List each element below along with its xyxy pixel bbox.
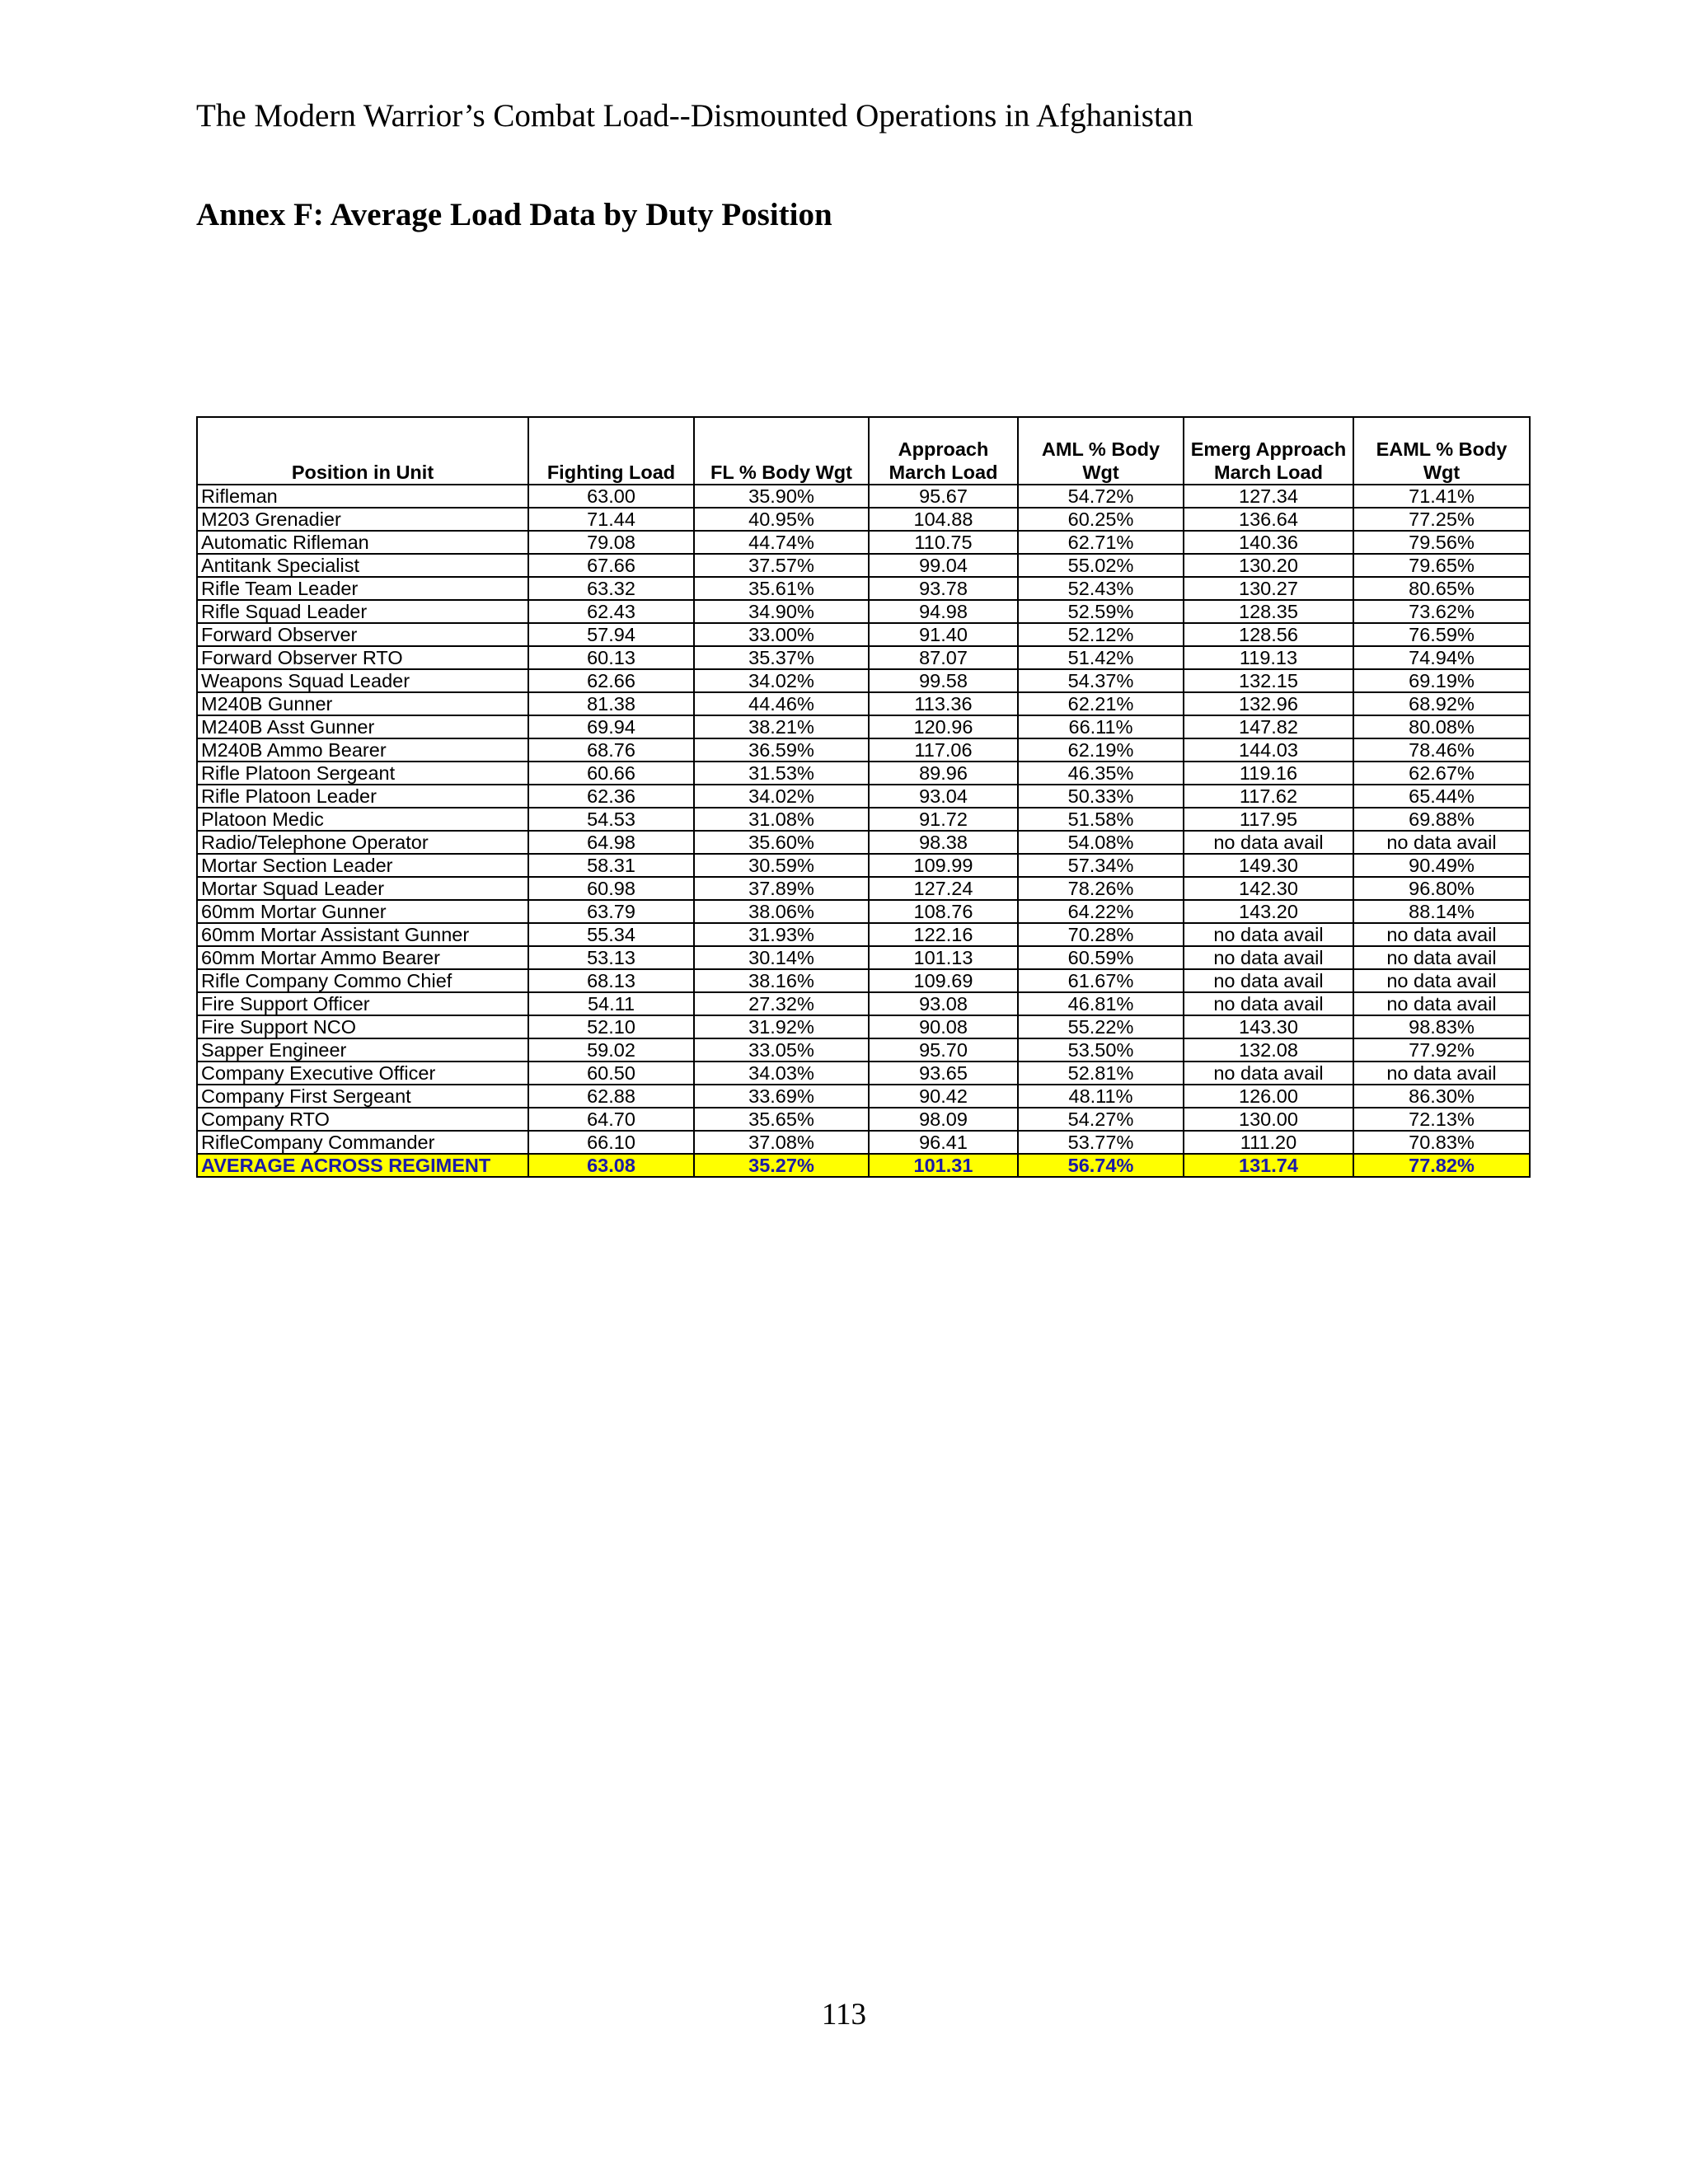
position-cell: Automatic Rifleman <box>197 531 528 554</box>
position-cell: Company RTO <box>197 1108 528 1131</box>
value-cell: 99.04 <box>869 554 1018 577</box>
value-cell: 88.14% <box>1353 900 1530 923</box>
table-row <box>197 669 1530 692</box>
value-cell: 54.37% <box>1018 669 1184 692</box>
value-cell: 68.13 <box>528 969 694 992</box>
column-header: Position in Unit <box>197 417 528 485</box>
value-cell: 57.94 <box>528 623 694 646</box>
table-body <box>197 485 1530 1177</box>
value-cell: 70.83% <box>1353 1131 1530 1154</box>
value-cell: 61.67% <box>1018 969 1184 992</box>
value-cell: 78.26% <box>1018 877 1184 900</box>
value-cell: 63.79 <box>528 900 694 923</box>
value-cell: 95.67 <box>869 485 1018 508</box>
value-cell: 74.94% <box>1353 646 1530 669</box>
value-cell: 132.96 <box>1184 692 1353 715</box>
value-cell: 64.98 <box>528 831 694 854</box>
value-cell: 60.59% <box>1018 946 1184 969</box>
value-cell: 89.96 <box>869 762 1018 785</box>
value-cell: 31.08% <box>694 808 869 831</box>
value-cell: no data avail <box>1184 831 1353 854</box>
position-cell: Rifle Company Commo Chief <box>197 969 528 992</box>
value-cell: 51.58% <box>1018 808 1184 831</box>
value-cell: 79.08 <box>528 531 694 554</box>
position-cell: 60mm Mortar Ammo Bearer <box>197 946 528 969</box>
value-cell: 62.67% <box>1353 762 1530 785</box>
value-cell: 93.08 <box>869 992 1018 1015</box>
value-cell: 96.80% <box>1353 877 1530 900</box>
position-cell: Mortar Squad Leader <box>197 877 528 900</box>
position-cell: Rifle Squad Leader <box>197 600 528 623</box>
value-cell: 93.78 <box>869 577 1018 600</box>
value-cell: no data avail <box>1353 992 1530 1015</box>
value-cell: 60.98 <box>528 877 694 900</box>
value-cell: 37.57% <box>694 554 869 577</box>
value-cell: 130.20 <box>1184 554 1353 577</box>
value-cell: 55.22% <box>1018 1015 1184 1038</box>
value-cell: 130.27 <box>1184 577 1353 600</box>
table-row <box>197 1015 1530 1038</box>
value-cell: 126.00 <box>1184 1085 1353 1108</box>
value-cell: 90.42 <box>869 1085 1018 1108</box>
value-cell: 127.34 <box>1184 485 1353 508</box>
table-row <box>197 831 1530 854</box>
value-cell: 44.46% <box>694 692 869 715</box>
value-cell: 78.46% <box>1353 738 1530 762</box>
value-cell: 37.89% <box>694 877 869 900</box>
value-cell: 98.38 <box>869 831 1018 854</box>
value-cell: 60.50 <box>528 1062 694 1085</box>
value-cell: 62.19% <box>1018 738 1184 762</box>
value-cell: 37.08% <box>694 1131 869 1154</box>
value-cell: 95.70 <box>869 1038 1018 1062</box>
value-cell: 90.49% <box>1353 854 1530 877</box>
value-cell: 113.36 <box>869 692 1018 715</box>
value-cell: 108.76 <box>869 900 1018 923</box>
value-cell: 90.08 <box>869 1015 1018 1038</box>
column-header: Emerg Approach March Load <box>1184 417 1353 485</box>
table-row <box>197 946 1530 969</box>
table-row <box>197 715 1530 738</box>
value-cell: 60.25% <box>1018 508 1184 531</box>
value-cell: 142.30 <box>1184 877 1353 900</box>
load-data-table <box>196 416 1531 1178</box>
position-cell: Forward Observer <box>197 623 528 646</box>
value-cell: no data avail <box>1184 969 1353 992</box>
value-cell: 77.82% <box>1353 1154 1530 1177</box>
value-cell: 80.08% <box>1353 715 1530 738</box>
value-cell: 77.25% <box>1353 508 1530 531</box>
value-cell: 36.59% <box>694 738 869 762</box>
value-cell: 34.02% <box>694 669 869 692</box>
position-cell: Fire Support Officer <box>197 992 528 1015</box>
value-cell: 87.07 <box>869 646 1018 669</box>
value-cell: 35.37% <box>694 646 869 669</box>
position-cell: Company First Sergeant <box>197 1085 528 1108</box>
value-cell: 66.10 <box>528 1131 694 1154</box>
value-cell: 31.92% <box>694 1015 869 1038</box>
value-cell: no data avail <box>1353 969 1530 992</box>
table-row <box>197 692 1530 715</box>
value-cell: 30.59% <box>694 854 869 877</box>
annex-title: Annex F: Average Load Data by Duty Position <box>196 197 832 232</box>
position-cell: Antitank Specialist <box>197 554 528 577</box>
value-cell: 52.43% <box>1018 577 1184 600</box>
value-cell: 71.41% <box>1353 485 1530 508</box>
value-cell: 31.53% <box>694 762 869 785</box>
value-cell: 127.24 <box>869 877 1018 900</box>
value-cell: 147.82 <box>1184 715 1353 738</box>
value-cell: 64.70 <box>528 1108 694 1131</box>
value-cell: 35.60% <box>694 831 869 854</box>
value-cell: 62.66 <box>528 669 694 692</box>
value-cell: 120.96 <box>869 715 1018 738</box>
value-cell: 143.30 <box>1184 1015 1353 1038</box>
value-cell: 128.56 <box>1184 623 1353 646</box>
table-row <box>197 1062 1530 1085</box>
table-row <box>197 808 1530 831</box>
value-cell: 62.88 <box>528 1085 694 1108</box>
table-row <box>197 738 1530 762</box>
value-cell: 79.65% <box>1353 554 1530 577</box>
value-cell: 117.06 <box>869 738 1018 762</box>
value-cell: 143.20 <box>1184 900 1353 923</box>
value-cell: 86.30% <box>1353 1085 1530 1108</box>
value-cell: 76.59% <box>1353 623 1530 646</box>
position-cell: M240B Ammo Bearer <box>197 738 528 762</box>
value-cell: 40.95% <box>694 508 869 531</box>
table-row <box>197 877 1530 900</box>
table-row <box>197 1038 1530 1062</box>
value-cell: 77.92% <box>1353 1038 1530 1062</box>
value-cell: 60.13 <box>528 646 694 669</box>
value-cell: no data avail <box>1353 946 1530 969</box>
value-cell: 62.71% <box>1018 531 1184 554</box>
table-row <box>197 646 1530 669</box>
column-header: Approach March Load <box>869 417 1018 485</box>
value-cell: 132.15 <box>1184 669 1353 692</box>
value-cell: 136.64 <box>1184 508 1353 531</box>
value-cell: 122.16 <box>869 923 1018 946</box>
column-header: FL % Body Wgt <box>694 417 869 485</box>
value-cell: 35.61% <box>694 577 869 600</box>
value-cell: 52.81% <box>1018 1062 1184 1085</box>
value-cell: no data avail <box>1184 946 1353 969</box>
value-cell: 131.74 <box>1184 1154 1353 1177</box>
position-cell: Forward Observer RTO <box>197 646 528 669</box>
table-row <box>197 900 1530 923</box>
value-cell: 56.74% <box>1018 1154 1184 1177</box>
value-cell: 62.36 <box>528 785 694 808</box>
value-cell: 68.76 <box>528 738 694 762</box>
value-cell: 53.50% <box>1018 1038 1184 1062</box>
value-cell: 53.13 <box>528 946 694 969</box>
value-cell: 46.81% <box>1018 992 1184 1015</box>
running-header: The Modern Warrior’s Combat Load--Dismounted Operations in Afghanistan <box>196 98 1193 134</box>
table-row <box>197 1085 1530 1108</box>
table-row <box>197 1108 1530 1131</box>
position-cell: Rifle Team Leader <box>197 577 528 600</box>
value-cell: 69.19% <box>1353 669 1530 692</box>
value-cell: 101.13 <box>869 946 1018 969</box>
value-cell: 117.95 <box>1184 808 1353 831</box>
value-cell: 34.03% <box>694 1062 869 1085</box>
value-cell: 35.27% <box>694 1154 869 1177</box>
value-cell: 66.11% <box>1018 715 1184 738</box>
value-cell: 93.04 <box>869 785 1018 808</box>
value-cell: 54.72% <box>1018 485 1184 508</box>
position-cell: RifleCompany Commander <box>197 1131 528 1154</box>
position-cell: 60mm Mortar Assistant Gunner <box>197 923 528 946</box>
value-cell: no data avail <box>1353 831 1530 854</box>
value-cell: 31.93% <box>694 923 869 946</box>
position-cell: M203 Grenadier <box>197 508 528 531</box>
value-cell: no data avail <box>1353 1062 1530 1085</box>
position-cell: Rifleman <box>197 485 528 508</box>
value-cell: 54.08% <box>1018 831 1184 854</box>
value-cell: 52.59% <box>1018 600 1184 623</box>
value-cell: 52.10 <box>528 1015 694 1038</box>
value-cell: 63.08 <box>528 1154 694 1177</box>
value-cell: 63.32 <box>528 577 694 600</box>
value-cell: 34.02% <box>694 785 869 808</box>
table-row <box>197 623 1530 646</box>
value-cell: 38.21% <box>694 715 869 738</box>
table-row <box>197 508 1530 531</box>
value-cell: no data avail <box>1353 923 1530 946</box>
table-row <box>197 1131 1530 1154</box>
table-row <box>197 577 1530 600</box>
value-cell: 130.00 <box>1184 1108 1353 1131</box>
value-cell: 30.14% <box>694 946 869 969</box>
value-cell: 46.35% <box>1018 762 1184 785</box>
column-header: EAML % Body Wgt <box>1353 417 1530 485</box>
value-cell: 96.41 <box>869 1131 1018 1154</box>
table-row <box>197 969 1530 992</box>
table-row <box>197 762 1530 785</box>
value-cell: 94.98 <box>869 600 1018 623</box>
value-cell: 98.83% <box>1353 1015 1530 1038</box>
value-cell: 51.42% <box>1018 646 1184 669</box>
position-cell: Radio/Telephone Operator <box>197 831 528 854</box>
value-cell: 91.40 <box>869 623 1018 646</box>
value-cell: 109.69 <box>869 969 1018 992</box>
value-cell: 35.90% <box>694 485 869 508</box>
table-row <box>197 854 1530 877</box>
value-cell: 71.44 <box>528 508 694 531</box>
value-cell: 67.66 <box>528 554 694 577</box>
value-cell: 63.00 <box>528 485 694 508</box>
position-cell: 60mm Mortar Gunner <box>197 900 528 923</box>
value-cell: 140.36 <box>1184 531 1353 554</box>
table-header-row <box>197 417 1530 485</box>
value-cell: no data avail <box>1184 1062 1353 1085</box>
value-cell: 59.02 <box>528 1038 694 1062</box>
value-cell: 99.58 <box>869 669 1018 692</box>
value-cell: 110.75 <box>869 531 1018 554</box>
value-cell: 33.05% <box>694 1038 869 1062</box>
value-cell: 38.16% <box>694 969 869 992</box>
value-cell: 64.22% <box>1018 900 1184 923</box>
value-cell: 55.34 <box>528 923 694 946</box>
table-row <box>197 554 1530 577</box>
column-header: AML % Body Wgt <box>1018 417 1184 485</box>
position-cell: Platoon Medic <box>197 808 528 831</box>
table-row <box>197 531 1530 554</box>
value-cell: 73.62% <box>1353 600 1530 623</box>
value-cell: 53.77% <box>1018 1131 1184 1154</box>
value-cell: 132.08 <box>1184 1038 1353 1062</box>
value-cell: 80.65% <box>1353 577 1530 600</box>
position-cell: Rifle Platoon Sergeant <box>197 762 528 785</box>
value-cell: 104.88 <box>869 508 1018 531</box>
value-cell: 101.31 <box>869 1154 1018 1177</box>
position-cell: Rifle Platoon Leader <box>197 785 528 808</box>
average-row <box>197 1154 1530 1177</box>
position-cell: M240B Gunner <box>197 692 528 715</box>
value-cell: 27.32% <box>694 992 869 1015</box>
position-cell: Weapons Squad Leader <box>197 669 528 692</box>
position-cell: Fire Support NCO <box>197 1015 528 1038</box>
table-row <box>197 600 1530 623</box>
value-cell: 54.27% <box>1018 1108 1184 1131</box>
page-number: 113 <box>821 1998 867 2032</box>
value-cell: 79.56% <box>1353 531 1530 554</box>
value-cell: 70.28% <box>1018 923 1184 946</box>
table-row <box>197 923 1530 946</box>
value-cell: 69.88% <box>1353 808 1530 831</box>
value-cell: 54.11 <box>528 992 694 1015</box>
value-cell: 144.03 <box>1184 738 1353 762</box>
value-cell: 119.16 <box>1184 762 1353 785</box>
value-cell: no data avail <box>1184 923 1353 946</box>
value-cell: 111.20 <box>1184 1131 1353 1154</box>
table-row <box>197 992 1530 1015</box>
table-row <box>197 785 1530 808</box>
value-cell: 54.53 <box>528 808 694 831</box>
position-cell: Sapper Engineer <box>197 1038 528 1062</box>
value-cell: 98.09 <box>869 1108 1018 1131</box>
value-cell: 50.33% <box>1018 785 1184 808</box>
value-cell: 52.12% <box>1018 623 1184 646</box>
value-cell: 128.35 <box>1184 600 1353 623</box>
value-cell: 38.06% <box>694 900 869 923</box>
position-cell: Mortar Section Leader <box>197 854 528 877</box>
value-cell: 58.31 <box>528 854 694 877</box>
value-cell: 35.65% <box>694 1108 869 1131</box>
value-cell: 34.90% <box>694 600 869 623</box>
position-cell: Company Executive Officer <box>197 1062 528 1085</box>
position-cell: M240B Asst Gunner <box>197 715 528 738</box>
value-cell: 149.30 <box>1184 854 1353 877</box>
value-cell: 117.62 <box>1184 785 1353 808</box>
value-cell: 68.92% <box>1353 692 1530 715</box>
value-cell: 72.13% <box>1353 1108 1530 1131</box>
value-cell: 33.69% <box>694 1085 869 1108</box>
value-cell: 60.66 <box>528 762 694 785</box>
value-cell: 44.74% <box>694 531 869 554</box>
value-cell: 65.44% <box>1353 785 1530 808</box>
value-cell: 48.11% <box>1018 1085 1184 1108</box>
value-cell: 93.65 <box>869 1062 1018 1085</box>
column-header: Fighting Load <box>528 417 694 485</box>
value-cell: 81.38 <box>528 692 694 715</box>
value-cell: 119.13 <box>1184 646 1353 669</box>
value-cell: no data avail <box>1184 992 1353 1015</box>
value-cell: 62.21% <box>1018 692 1184 715</box>
value-cell: 55.02% <box>1018 554 1184 577</box>
value-cell: 57.34% <box>1018 854 1184 877</box>
value-cell: 33.00% <box>694 623 869 646</box>
value-cell: 69.94 <box>528 715 694 738</box>
value-cell: 62.43 <box>528 600 694 623</box>
value-cell: 91.72 <box>869 808 1018 831</box>
position-cell: AVERAGE ACROSS REGIMENT <box>197 1154 528 1177</box>
table-row <box>197 485 1530 508</box>
value-cell: 109.99 <box>869 854 1018 877</box>
